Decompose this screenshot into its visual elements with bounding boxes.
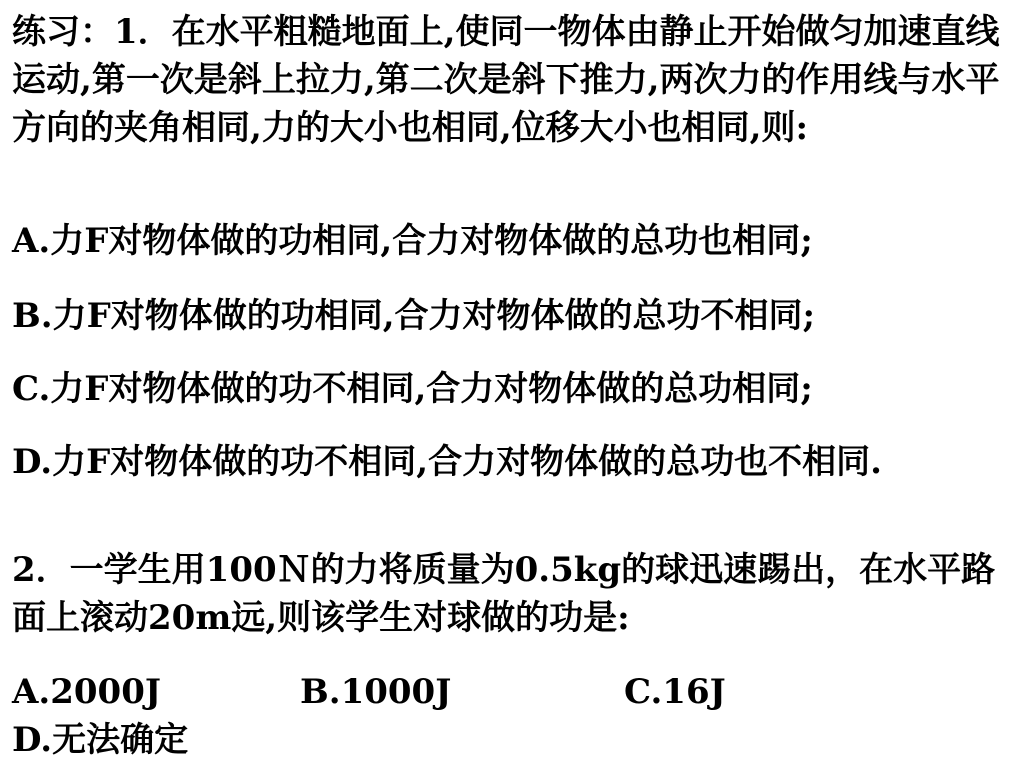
question-2-options bbox=[12, 668, 1012, 764]
question-1-option-d: D.力F对物体做的功不相同,合力对物体做的总功也不相同. bbox=[12, 442, 882, 482]
question-2-option-a: A.2000J bbox=[12, 672, 161, 712]
question-1-option-a: A.力F对物体做的功相同,合力对物体做的总功也相同; bbox=[12, 221, 813, 261]
slide bbox=[12, 0, 1012, 768]
question-2-option-d: D.无法确定 bbox=[12, 720, 189, 760]
question-1-option-c: C.力F对物体做的功不相同,合力对物体做的总功相同; bbox=[12, 369, 813, 409]
question-1-option-b: B.力F对物体做的功相同,合力对物体做的总功不相同; bbox=[12, 296, 816, 336]
question-2-option-c: C.16J bbox=[624, 672, 726, 712]
question-2-text: 2．一学生用100Ｎ的力将质量为0.5kg的球迅速踢出，在水平路面上滚动20m远,则该学生对球做的功是: bbox=[12, 550, 996, 638]
question-2-option-b: B.1000J bbox=[300, 672, 452, 712]
question-1-text: 练习：1．在水平粗糙地面上,使同一物体由静止开始做匀加速直线运动,第一次是斜上拉力,第二次是斜下推力,两次力的作用线与水平方向的夹角相同,力的大小也相同,位移大小也相同,则: bbox=[12, 12, 1000, 148]
